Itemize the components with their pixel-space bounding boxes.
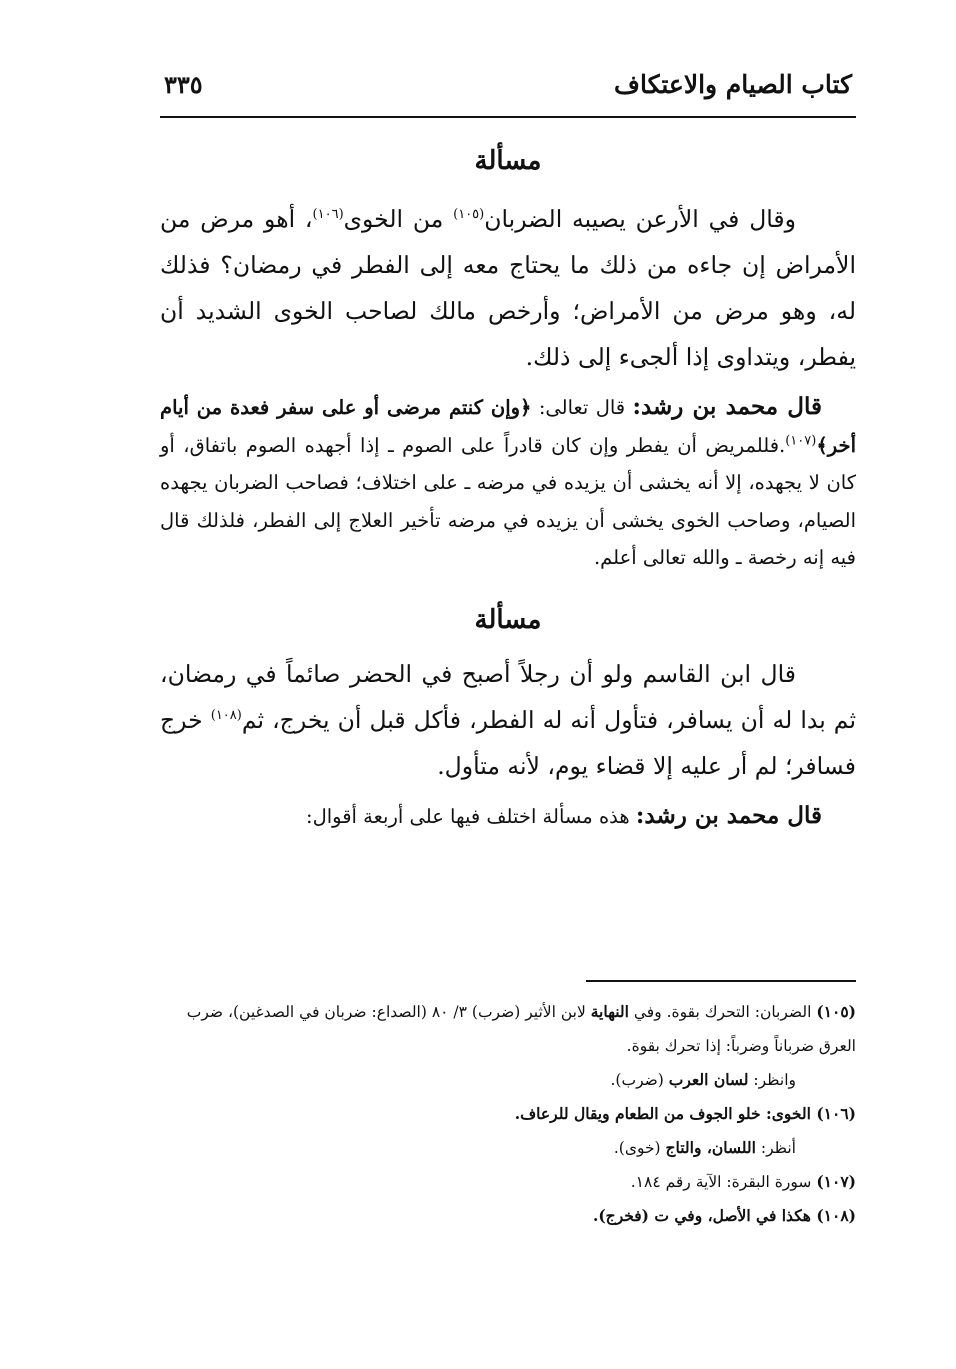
footnote-text: هكذا في الأصل، وفي ت (فخرج).	[592, 1206, 817, 1225]
footnote-106	[160, 1097, 856, 1131]
footnote-106-see	[160, 1131, 796, 1165]
footnote-ref-107: (١٠٧)	[785, 433, 817, 448]
answer-speaker: قال محمد بن رشد:	[632, 393, 822, 420]
section-heading-1: مسألة	[474, 146, 542, 176]
answer-paragraph-2	[160, 797, 856, 836]
page-header	[160, 60, 856, 118]
footnote-text: (ضرب).	[610, 1071, 669, 1089]
footnote-ref-106: (١٠٦)	[312, 207, 344, 223]
footnote-source: النهاية	[590, 1002, 629, 1021]
footnote-text: وانظر:	[748, 1071, 796, 1089]
footnote-source: اللسان، والتاج	[665, 1138, 756, 1157]
book-page	[160, 60, 856, 835]
footnote-number: (١٠٦)	[816, 1104, 856, 1123]
footnote-text: (خوى).	[613, 1139, 666, 1157]
answer-text: قال تعالى:	[531, 396, 633, 419]
answer-speaker: قال محمد بن رشد:	[635, 801, 822, 829]
footnote-text: الخوى: خلو الجوف من الطعام ويقال للرعاف.	[514, 1104, 817, 1123]
question-text: وقال في الأرعن يصيبه الضربان	[484, 205, 797, 233]
question-paragraph-1	[160, 196, 856, 380]
footnotes	[160, 995, 856, 1233]
footnote-105	[160, 995, 856, 1063]
footnote-number: (١٠٨)	[816, 1206, 856, 1225]
running-title: كتاب الصيام والاعتكاف	[614, 70, 852, 99]
footnote-107	[160, 1165, 856, 1199]
footnote-ref-105: (١٠٥)	[453, 207, 485, 223]
footnote-text: سورة البقرة: الآية رقم ١٨٤.	[630, 1173, 817, 1191]
question-text: قال ابن القاسم ولو أن رجلاً أصبح في الحضر صائماً في رمضان، ثم بدا له أن يسافر، فتأول أنه له الفطر، فأكل قبل أن يخرج، ثم	[160, 659, 856, 734]
answer-text: هذه مسألة اختلف فيها على أربعة أقوال:	[306, 804, 636, 828]
footnote-number: (١٠٥)	[816, 1002, 856, 1021]
footnote-text: الضربان: التحرك بقوة. وفي	[628, 1003, 817, 1021]
question-text: من الخوى	[343, 205, 454, 233]
quran-quote: ﴿وإن كنتم مرضى أو على سفر فعدة من أيام أخر﴾	[160, 396, 856, 457]
question-paragraph-2	[160, 651, 856, 789]
answer-text: .فللمريض أن يفطر وإن كان قادراً على الصوم ـ إذا أجهده الصوم باتفاق، أو كان لا يجهده، إلا أنه يخشى أن يزيده في مرضه ـ على اختلاف؛ فصاحب الضربان يجهده الصيام، وصاحب الخوى يخشى أن يزيده في مرضه تأخير العلاج إلى الفطر، فلذلك قال فيه إنه رخصة ـ والله تعالى أعلم.	[160, 433, 856, 569]
footnote-ref-108: (١٠٨)	[210, 707, 242, 723]
section-heading-2: مسألة	[474, 604, 542, 635]
footnote-105-see	[160, 1063, 796, 1097]
footnote-108	[160, 1199, 856, 1233]
answer-paragraph-1	[160, 388, 856, 577]
page-number: ٣٣٥	[164, 70, 203, 99]
footnote-number: (١٠٧)	[816, 1172, 856, 1191]
footnote-source: لسان العرب	[668, 1070, 749, 1089]
question-text: ، أهو مرض من الأمراض إن جاءه من ذلك ما يحتاج معه إلى الفطر في رمضان؟ فذلك له، وهو مرض من الأمراض؛ وأرخص مالك لصاحب الخوى الشديد أن يفطر، ويتداوى إذا ألجىء إلى ذلك.	[160, 205, 856, 371]
footnote-separator	[586, 980, 856, 982]
footnote-text: لابن الأثير (ضرب) ٣/ ٨٠ (الصداع: ضربان في الصدغين)، ضرب العرق ضرباناً وضرباً: إذا تحرك بقوة.	[186, 1003, 856, 1055]
footnote-text: أنظر:	[755, 1139, 796, 1157]
question-text: خرج فسافر؛ لم أر عليه إلا قضاء يوم، لأنه متأول.	[160, 705, 856, 780]
